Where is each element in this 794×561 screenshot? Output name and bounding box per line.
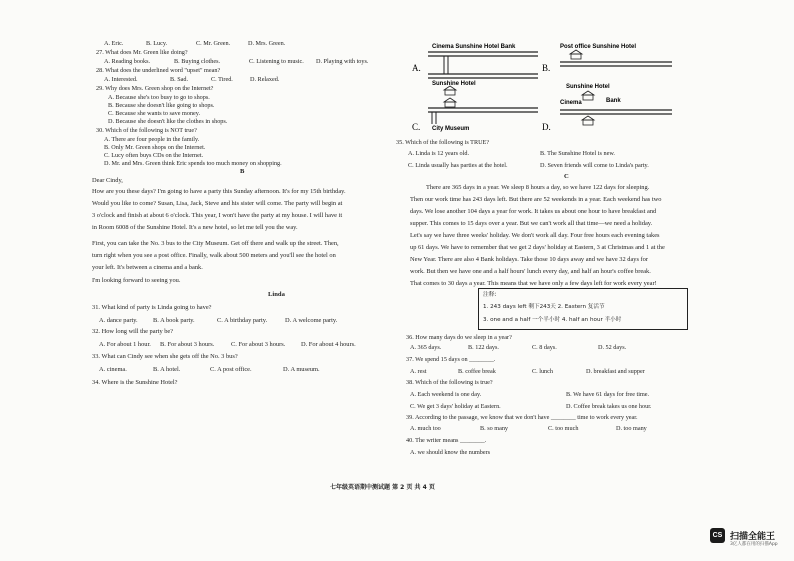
q28-option-a: A. Interested. — [104, 76, 138, 83]
page-footer: 七年级英语期中测试题 第 2 页 共 4 页 — [330, 484, 435, 491]
q30-option-d: D. Mr. and Mrs. Green think Eric spends too much money on shopping. — [104, 160, 282, 167]
map-b — [542, 44, 672, 73]
q26-option-a: A. Eric. — [104, 40, 124, 47]
q30-option-a: A. There are four people in the family. — [104, 136, 200, 143]
q29-option-d: D. Because she doesn't like the clothes in shops. — [108, 118, 228, 125]
map-d-hotel-label: Sunshine Hotel — [566, 84, 610, 90]
q37-option-b: B. coffee break — [458, 368, 496, 375]
letter-line: How are you these days? I'm going to have a party this Sunday afternoon. It's for my 15th birthday. — [92, 188, 346, 195]
q29-option-b: B. Because she doesn't like going to shops. — [108, 102, 215, 109]
q35-option-d: D. Seven friends will come to Linda's party. — [540, 162, 649, 169]
q30-option-b: B. Only Mr. Green shops on the Internet. — [104, 144, 206, 151]
map-a-letter: A. — [412, 63, 421, 73]
passage-line: That comes to 30 days a year. This means that we have only a few days left for work every year! — [410, 280, 657, 287]
q27-option-c: C. Listening to music. — [249, 58, 304, 65]
q38: 38. Which of the following is true? — [406, 379, 493, 386]
q37-option-c: C. lunch — [532, 368, 553, 375]
map-a-bottom-label: Sunshine Hotel — [432, 81, 476, 87]
letter-line: 3 o'clock and finish at about 6 o'clock. This year, I won't have the party at my house. I will have it — [92, 212, 343, 219]
letter-signature: Linda — [268, 291, 285, 298]
q33: 33. What can Cindy see when she gets off the No. 3 bus? — [92, 353, 238, 360]
passage-line: There are 365 days in a year. We sleep 8 hours a day, so we have 122 days for sleeping. — [426, 184, 650, 191]
q36-option-a: A. 365 days. — [410, 344, 442, 351]
q32-option-a: A. For about 1 hour. — [99, 341, 151, 348]
scanner-app-name: 扫描全能王 — [730, 532, 776, 542]
q39-option-b: B. so many — [480, 425, 509, 432]
letter-line: turn right when you see a post office. Finally, walk about 500 meters and you'll see the hotel on — [92, 252, 336, 259]
q38-option-c: C. We get 3 days' holiday at Eastern. — [410, 403, 501, 410]
q29-option-c: C. Because she wants to save money. — [108, 110, 201, 117]
passage-line: Let's say we have three weeks' holiday. We don't work all day. Four free hours each evening takes — [410, 232, 660, 239]
q32-option-b: B. For about 3 hours. — [160, 341, 215, 348]
letter-closing: I'm looking forward to seeing you. — [92, 277, 181, 284]
section-b-heading: B — [240, 168, 245, 175]
q30: 30. Which of the following is NOT true? — [96, 127, 197, 134]
q26-option-b: B. Lucy. — [146, 40, 168, 47]
notes-line-1: 1. 243 days left 剩下243天 2. Eastern 复活节 — [483, 304, 605, 310]
map-d-cinema-label: Cinema — [560, 100, 582, 106]
q28-option-c: C. Tired. — [211, 76, 233, 83]
q35-option-a: A. Linda is 12 years old. — [408, 150, 470, 157]
section-c-heading: C — [564, 173, 569, 180]
q27-option-d: D. Playing with toys. — [316, 58, 369, 65]
q37: 37. We spend 15 days on ________. — [406, 356, 496, 363]
q38-option-b: B. We have 61 days for free time. — [566, 391, 650, 398]
letter-line: First, you can take the No. 3 bus to the City Museum. Get off there and walk up the street. Then, — [92, 240, 339, 247]
q33-option-d: D. A museum. — [283, 366, 320, 373]
passage-line: Then our work time has 243 days left. But there are 52 weekends in a year. Each weekend has two — [410, 196, 662, 203]
q35: 35. Which of the following is TRUE? — [396, 139, 490, 146]
q39-option-c: C. too much — [548, 425, 579, 432]
q39-option-a: A. much too — [410, 425, 441, 432]
q36-option-c: C. 8 days. — [532, 344, 557, 351]
q29-option-a: A. Because she's too busy to go to shops. — [108, 94, 210, 101]
map-d-bank-label: Bank — [606, 98, 621, 104]
scanner-tagline: 3亿人都在用的扫描App — [730, 542, 778, 547]
q31: 31. What kind of party is Linda going to have? — [92, 304, 212, 311]
passage-line: days. We lose another 104 days a year for work. It takes us about one hour to have breakfast and — [410, 208, 657, 215]
passage-line: work. But then we have one and a half hours' lunch every day, and half an hour's coffee break. — [410, 268, 651, 275]
q30-option-c: C. Lucy often buys CDs on the Internet. — [104, 152, 204, 159]
q32-option-c: C. For about 3 hours. — [231, 341, 286, 348]
q28-option-b: B. Sad. — [170, 76, 189, 83]
map-a — [412, 44, 538, 95]
q27-option-a: A. Reading books. — [104, 58, 151, 65]
q34: 34. Where is the Sunshine Hotel? — [92, 379, 178, 386]
q33-option-b: B. A hotel. — [153, 366, 181, 373]
q27-option-b: B. Buying clothes. — [174, 58, 221, 65]
letter-line: your left. It's between a cinema and a bank. — [92, 264, 203, 271]
passage-line: supper. This comes to 15 days over a year. But we can't work all that time—we need a holiday. — [410, 220, 653, 227]
q40-option-a: A. we should know the numbers — [410, 449, 491, 456]
q33-option-c: C. A post office. — [210, 366, 252, 373]
q32: 32. How long will the party be? — [92, 328, 174, 335]
q29: 29. Why does Mrs. Green shop on the Internet? — [96, 85, 214, 92]
q39: 39. According to the passage, we know that we don't have ________ time to work every year. — [406, 414, 638, 421]
map-c-bottom-label: City Museum — [432, 126, 470, 132]
map-d — [542, 84, 672, 132]
q32-option-d: D. For about 4 hours. — [301, 341, 356, 348]
q36-option-d: D. 52 days. — [598, 344, 627, 351]
q35-option-c: C. Linda usually has parties at the hotel. — [408, 162, 508, 169]
q31-option-b: B. A book party. — [153, 317, 195, 324]
notes-title: 注释: — [483, 292, 497, 298]
map-c-letter: C. — [412, 122, 421, 132]
q31-option-d: D. A welcome party. — [285, 317, 338, 324]
q33-option-a: A. cinema. — [99, 366, 127, 373]
q26-option-d: D. Mrs. Green. — [248, 40, 286, 47]
q28: 28. What does the underlined word "upset" mean? — [96, 67, 221, 74]
camscanner-logo-icon: CS — [710, 528, 725, 543]
letter-line: in Room 6008 of the Sunshine Hotel. It's a new hotel, so let me tell you the way. — [92, 224, 298, 231]
passage-line: New Year. There are also 4 Bank holidays. Take those 10 days away and we have 32 days for — [410, 256, 649, 263]
q37-option-d: D. breakfast and supper — [586, 368, 645, 375]
map-b-top-label: Post office Sunshine Hotel — [560, 44, 637, 50]
q26-option-c: C. Mr. Green. — [196, 40, 231, 47]
map-b-letter: B. — [542, 63, 551, 73]
q28-option-d: D. Relaxed. — [250, 76, 280, 83]
q31-option-c: C. A birthday party. — [217, 317, 268, 324]
q31-option-a: A. dance party. — [99, 317, 138, 324]
letter-line: Would you like to come? Susan, Lisa, Jack, Steve and his sister will come. The party will begin at — [92, 200, 343, 207]
map-d-letter: D. — [542, 122, 551, 132]
passage-line: up 61 days. We have to remember that we get 2 days' holiday at Eastern, 3 at Christmas and 1 at the — [410, 244, 665, 251]
q39-option-d: D. too many — [616, 425, 647, 432]
q37-option-a: A. rest — [410, 368, 427, 375]
map-c — [412, 98, 538, 132]
map-a-top-label: Cinema Sunshine Hotel Bank — [432, 44, 516, 50]
q40: 40. The writer means ________. — [406, 437, 487, 444]
q36-option-b: B. 122 days. — [468, 344, 499, 351]
notes-box — [478, 288, 688, 330]
q38-option-a: A. Each weekend is one day. — [410, 391, 482, 398]
letter-greeting: Dear Cindy, — [92, 177, 123, 184]
notes-line-2: 3. one and a half 一个半小时 4. half an hour 半小时 — [483, 317, 622, 323]
q27: 27. What does Mr. Green like doing? — [96, 49, 188, 56]
q35-option-b: B. The Sunshine Hotel is new. — [540, 150, 615, 157]
q38-option-d: D. Coffee break takes us one hour. — [566, 403, 652, 410]
q36: 36. How many days do we sleep in a year? — [406, 334, 512, 341]
